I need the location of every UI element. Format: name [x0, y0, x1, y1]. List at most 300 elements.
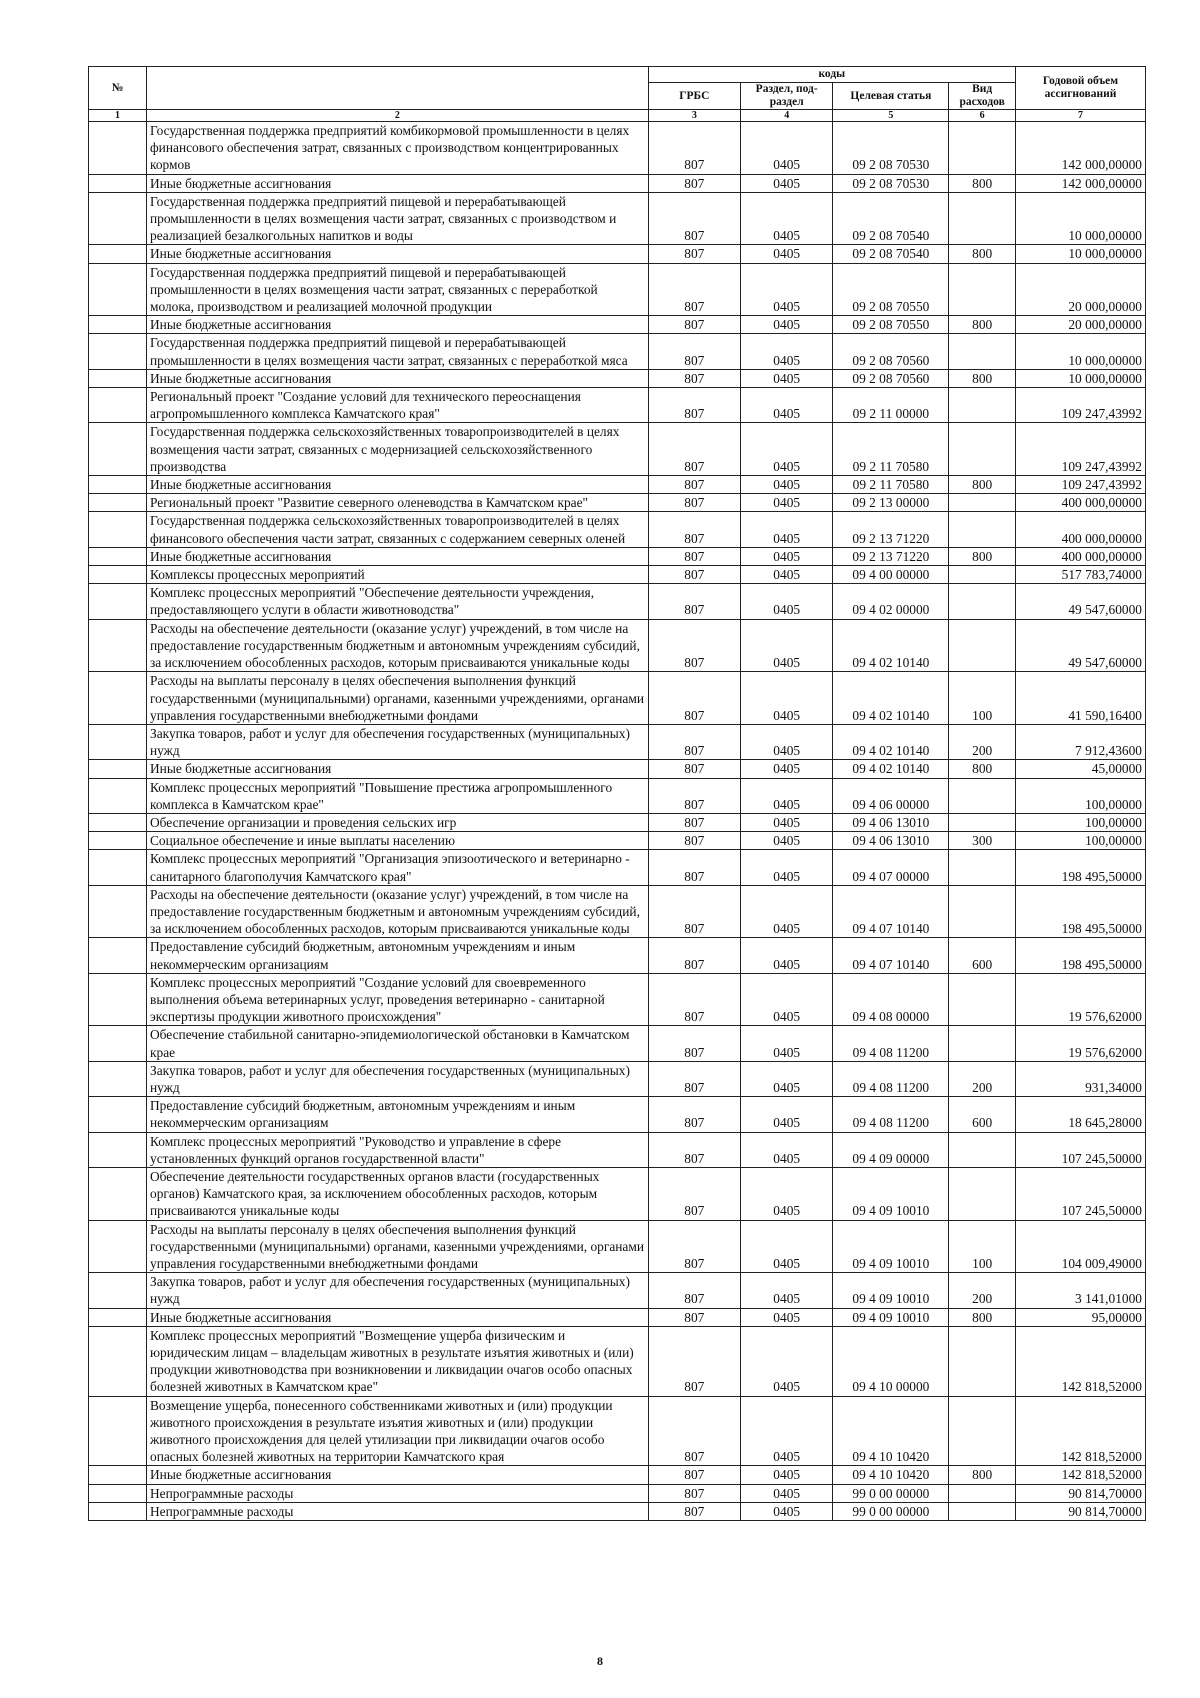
row-target-cell: 09 4 10 10420 [833, 1396, 949, 1466]
table-row [89, 619, 1146, 672]
row-section-cell: 0405 [741, 547, 833, 565]
row-section-cell: 0405 [741, 245, 833, 263]
row-name-cell: Расходы на обеспечение деятельности (оказание услуг) учреждений, в том числе на предоставление государственным бюджетным и автономным учреждениям субсидий, за исключением обособленных расходов, которым присваиваются уникальные коды [147, 885, 649, 938]
row-target-cell: 09 2 11 70580 [833, 476, 949, 494]
row-number-cell [89, 672, 147, 725]
table-row [89, 938, 1146, 973]
row-name-cell: Комплекс процессных мероприятий "Обеспечение деятельности учреждения, предоставляющего услуги в области животноводства" [147, 584, 649, 619]
row-grbs-cell: 807 [648, 192, 740, 245]
row-amount-cell: 517 783,74000 [1015, 566, 1145, 584]
row-exp-type-cell [949, 885, 1016, 938]
table-row [89, 192, 1146, 245]
table-row [89, 1466, 1146, 1484]
row-section-cell: 0405 [741, 1396, 833, 1466]
table-row [89, 512, 1146, 547]
row-section-cell: 0405 [741, 174, 833, 192]
table-row [89, 1061, 1146, 1096]
row-number-cell [89, 885, 147, 938]
table-row [89, 1097, 1146, 1132]
table-row [89, 566, 1146, 584]
row-name-cell: Комплекс процессных мероприятий "Создание условий для своевременного выполнения объема ветеринарных услуг, проведения ветеринарно - санитарной экспертизы продукции животного происхождения" [147, 973, 649, 1026]
row-grbs-cell: 807 [648, 584, 740, 619]
row-grbs-cell: 807 [648, 973, 740, 1026]
row-target-cell: 09 2 11 70580 [833, 423, 949, 476]
row-grbs-cell: 807 [648, 885, 740, 938]
row-section-cell: 0405 [741, 1326, 833, 1396]
row-name-cell: Предоставление субсидий бюджетным, автономным учреждениям и иным некоммерческим организациям [147, 1097, 649, 1132]
row-number-cell [89, 263, 147, 316]
row-name-cell: Государственная поддержка предприятий пищевой и перерабатывающей промышленности в целях возмещения части затрат, связанных с производством и реализацией безалкогольных напитков и воды [147, 192, 649, 245]
table-row [89, 388, 1146, 423]
row-exp-type-cell [949, 584, 1016, 619]
row-target-cell: 09 2 08 70530 [833, 122, 949, 175]
row-exp-type-cell [949, 619, 1016, 672]
table-row [89, 672, 1146, 725]
row-number-cell [89, 619, 147, 672]
row-section-cell: 0405 [741, 316, 833, 334]
row-amount-cell: 107 245,50000 [1015, 1132, 1145, 1167]
row-grbs-cell: 807 [648, 1220, 740, 1273]
row-name-cell: Комплекс процессных мероприятий "Руководство и управление в сфере установленных функций органов государственной власти" [147, 1132, 649, 1167]
row-name-cell: Иные бюджетные ассигнования [147, 1308, 649, 1326]
row-number-cell [89, 778, 147, 813]
table-row [89, 1308, 1146, 1326]
row-exp-type-cell [949, 566, 1016, 584]
row-exp-type-cell: 200 [949, 1061, 1016, 1096]
row-amount-cell: 49 547,60000 [1015, 584, 1145, 619]
row-exp-type-cell: 800 [949, 547, 1016, 565]
row-section-cell: 0405 [741, 832, 833, 850]
row-number-cell [89, 973, 147, 1026]
row-exp-type-cell: 100 [949, 1220, 1016, 1273]
row-number-cell [89, 1308, 147, 1326]
row-exp-type-cell [949, 973, 1016, 1026]
row-number-cell [89, 174, 147, 192]
row-exp-type-cell [949, 263, 1016, 316]
row-target-cell: 09 4 02 00000 [833, 584, 949, 619]
table-row [89, 724, 1146, 759]
row-number-cell [89, 423, 147, 476]
row-grbs-cell: 807 [648, 388, 740, 423]
row-section-cell: 0405 [741, 1026, 833, 1061]
row-number-cell [89, 494, 147, 512]
row-amount-cell: 10 000,00000 [1015, 245, 1145, 263]
table-row [89, 973, 1146, 1026]
row-number-cell [89, 938, 147, 973]
row-number-cell [89, 1502, 147, 1520]
row-name-cell: Иные бюджетные ассигнования [147, 174, 649, 192]
row-name-cell: Обеспечение деятельности государственных органов власти (государственных органов) Камчатского края, за исключением обособленных расходов, которым присваиваются уникальные коды [147, 1167, 649, 1220]
row-target-cell: 09 4 10 10420 [833, 1466, 949, 1484]
row-target-cell: 09 2 08 70530 [833, 174, 949, 192]
row-exp-type-cell [949, 1132, 1016, 1167]
row-exp-type-cell: 800 [949, 316, 1016, 334]
table-row [89, 1026, 1146, 1061]
row-target-cell: 09 4 06 13010 [833, 813, 949, 831]
row-section-cell: 0405 [741, 724, 833, 759]
row-amount-cell: 198 495,50000 [1015, 938, 1145, 973]
row-exp-type-cell: 600 [949, 1097, 1016, 1132]
row-name-cell: Иные бюджетные ассигнования [147, 316, 649, 334]
index-cell: 5 [833, 110, 949, 122]
table-row [89, 813, 1146, 831]
row-grbs-cell: 807 [648, 1466, 740, 1484]
row-number-cell [89, 1061, 147, 1096]
row-exp-type-cell: 200 [949, 1273, 1016, 1308]
row-name-cell: Государственная поддержка предприятий комбикормовой промышленности в целях финансового обеспечения затрат, связанных с производством концентрированных кормов [147, 122, 649, 175]
row-name-cell: Закупка товаров, работ и услуг для обеспечения государственных (муниципальных) нужд [147, 1061, 649, 1096]
row-exp-type-cell [949, 388, 1016, 423]
row-amount-cell: 400 000,00000 [1015, 494, 1145, 512]
row-number-cell [89, 1220, 147, 1273]
row-target-cell: 99 0 00 00000 [833, 1484, 949, 1502]
row-exp-type-cell [949, 1326, 1016, 1396]
row-section-cell: 0405 [741, 1167, 833, 1220]
row-target-cell: 09 4 08 00000 [833, 973, 949, 1026]
row-grbs-cell: 807 [648, 476, 740, 494]
row-target-cell: 99 0 00 00000 [833, 1502, 949, 1520]
row-section-cell: 0405 [741, 778, 833, 813]
row-name-cell: Иные бюджетные ассигнования [147, 369, 649, 387]
row-section-cell: 0405 [741, 672, 833, 725]
row-name-cell: Обеспечение организации и проведения сельских игр [147, 813, 649, 831]
row-target-cell: 09 4 08 11200 [833, 1097, 949, 1132]
row-section-cell: 0405 [741, 1061, 833, 1096]
row-grbs-cell: 807 [648, 1061, 740, 1096]
row-grbs-cell: 807 [648, 760, 740, 778]
row-section-cell: 0405 [741, 1132, 833, 1167]
header-target: Целевая статья [833, 83, 949, 110]
row-grbs-cell: 807 [648, 316, 740, 334]
table-row [89, 1220, 1146, 1273]
table-row [89, 423, 1146, 476]
row-target-cell: 09 4 09 10010 [833, 1167, 949, 1220]
row-target-cell: 09 2 13 71220 [833, 547, 949, 565]
row-amount-cell: 100,00000 [1015, 813, 1145, 831]
row-section-cell: 0405 [741, 566, 833, 584]
row-target-cell: 09 2 08 70560 [833, 369, 949, 387]
row-exp-type-cell: 800 [949, 369, 1016, 387]
row-grbs-cell: 807 [648, 1396, 740, 1466]
row-name-cell: Региональный проект "Развитие северного оленеводства в Камчатском крае" [147, 494, 649, 512]
header-grbs: ГРБС [648, 83, 740, 110]
header-section: Раздел, под-раздел [741, 83, 833, 110]
row-target-cell: 09 2 08 70550 [833, 263, 949, 316]
row-exp-type-cell: 800 [949, 1466, 1016, 1484]
row-number-cell [89, 1167, 147, 1220]
row-amount-cell: 142 000,00000 [1015, 174, 1145, 192]
row-section-cell: 0405 [741, 423, 833, 476]
row-grbs-cell: 807 [648, 1167, 740, 1220]
table-row [89, 850, 1146, 885]
row-section-cell: 0405 [741, 388, 833, 423]
row-number-cell [89, 547, 147, 565]
row-section-cell: 0405 [741, 1220, 833, 1273]
row-exp-type-cell: 800 [949, 174, 1016, 192]
row-name-cell: Закупка товаров, работ и услуг для обеспечения государственных (муниципальных) нужд [147, 724, 649, 759]
row-target-cell: 09 4 00 00000 [833, 566, 949, 584]
row-grbs-cell: 807 [648, 547, 740, 565]
row-amount-cell: 400 000,00000 [1015, 512, 1145, 547]
table-row [89, 1273, 1146, 1308]
row-section-cell: 0405 [741, 584, 833, 619]
row-amount-cell: 142 818,52000 [1015, 1326, 1145, 1396]
row-name-cell: Комплекс процессных мероприятий "Возмещение ущерба физическим и юридическим лицам – владельцам животных в результате изъятия животных и (или) продукции животноводства при возникновении и ликвидации очагов особо опасных болезней животных в Камчатском крае" [147, 1326, 649, 1396]
row-name-cell: Расходы на обеспечение деятельности (оказание услуг) учреждений, в том числе на предоставление государственным бюджетным и автономным учреждениям субсидий, за исключением обособленных расходов, которым присваиваются уникальные коды [147, 619, 649, 672]
index-cell: 2 [147, 110, 649, 122]
table-row [89, 494, 1146, 512]
row-amount-cell: 7 912,43600 [1015, 724, 1145, 759]
row-target-cell: 09 2 08 70540 [833, 245, 949, 263]
row-number-cell [89, 1396, 147, 1466]
row-section-cell: 0405 [741, 494, 833, 512]
header-name [147, 67, 649, 110]
row-name-cell: Возмещение ущерба, понесенного собственниками животных и (или) продукции животного происхождения в результате изъятия животных и (или) продукции животного происхождения для целей утилизации при ликвидации очагов особо опасных болезней животных на территории Камчатского края [147, 1396, 649, 1466]
row-exp-type-cell [949, 778, 1016, 813]
index-cell: 1 [89, 110, 147, 122]
table-row [89, 547, 1146, 565]
row-number-cell [89, 512, 147, 547]
row-name-cell: Комплексы процессных мероприятий [147, 566, 649, 584]
row-amount-cell: 107 245,50000 [1015, 1167, 1145, 1220]
row-section-cell: 0405 [741, 122, 833, 175]
table-row [89, 832, 1146, 850]
row-section-cell: 0405 [741, 850, 833, 885]
row-section-cell: 0405 [741, 1502, 833, 1520]
row-target-cell: 09 4 06 00000 [833, 778, 949, 813]
header-exp-type: Вид расходов [949, 83, 1016, 110]
row-section-cell: 0405 [741, 813, 833, 831]
row-name-cell: Иные бюджетные ассигнования [147, 245, 649, 263]
row-exp-type-cell [949, 1026, 1016, 1061]
row-number-cell [89, 1326, 147, 1396]
row-section-cell: 0405 [741, 885, 833, 938]
row-section-cell: 0405 [741, 1308, 833, 1326]
row-amount-cell: 19 576,62000 [1015, 973, 1145, 1026]
row-grbs-cell: 807 [648, 938, 740, 973]
row-name-cell: Государственная поддержка сельскохозяйственных товаропроизводителей в целях возмещения части затрат, связанных с модернизацией сельскохозяйственного производства [147, 423, 649, 476]
row-exp-type-cell [949, 1502, 1016, 1520]
row-amount-cell: 142 000,00000 [1015, 122, 1145, 175]
row-section-cell: 0405 [741, 760, 833, 778]
row-amount-cell: 20 000,00000 [1015, 316, 1145, 334]
row-grbs-cell: 807 [648, 1308, 740, 1326]
row-target-cell: 09 2 13 71220 [833, 512, 949, 547]
row-grbs-cell: 807 [648, 1132, 740, 1167]
row-amount-cell: 142 818,52000 [1015, 1396, 1145, 1466]
row-section-cell: 0405 [741, 1097, 833, 1132]
row-grbs-cell: 807 [648, 1097, 740, 1132]
budget-page [88, 66, 1146, 1521]
row-number-cell [89, 388, 147, 423]
row-section-cell: 0405 [741, 263, 833, 316]
row-amount-cell: 109 247,43992 [1015, 476, 1145, 494]
row-name-cell: Государственная поддержка сельскохозяйственных товаропроизводителей в целях финансового обеспечения части затрат, связанных с содержанием северных оленей [147, 512, 649, 547]
row-grbs-cell: 807 [648, 512, 740, 547]
row-target-cell: 09 2 13 00000 [833, 494, 949, 512]
row-target-cell: 09 4 09 10010 [833, 1220, 949, 1273]
row-amount-cell: 90 814,70000 [1015, 1502, 1145, 1520]
row-section-cell: 0405 [741, 334, 833, 369]
table-row [89, 885, 1146, 938]
row-grbs-cell: 807 [648, 1273, 740, 1308]
row-target-cell: 09 2 08 70550 [833, 316, 949, 334]
budget-table [88, 66, 1146, 1521]
row-target-cell: 09 4 08 11200 [833, 1061, 949, 1096]
row-exp-type-cell [949, 122, 1016, 175]
row-number-cell [89, 1132, 147, 1167]
row-amount-cell: 100,00000 [1015, 832, 1145, 850]
table-row [89, 1502, 1146, 1520]
table-row [89, 1167, 1146, 1220]
header-annual: Годовой объем ассигнований [1015, 67, 1145, 110]
row-amount-cell: 100,00000 [1015, 778, 1145, 813]
row-target-cell: 09 4 10 00000 [833, 1326, 949, 1396]
row-amount-cell: 3 141,01000 [1015, 1273, 1145, 1308]
row-amount-cell: 109 247,43992 [1015, 388, 1145, 423]
header-index-row [89, 110, 1146, 122]
row-amount-cell: 198 495,50000 [1015, 850, 1145, 885]
row-amount-cell: 198 495,50000 [1015, 885, 1145, 938]
row-target-cell: 09 4 02 10140 [833, 619, 949, 672]
row-section-cell: 0405 [741, 973, 833, 1026]
row-exp-type-cell: 800 [949, 245, 1016, 263]
table-row [89, 1132, 1146, 1167]
header-num: № [89, 67, 147, 110]
row-name-cell: Комплекс процессных мероприятий "Повышение престижа агропромышленного комплекса в Камчатском крае" [147, 778, 649, 813]
row-grbs-cell: 807 [648, 174, 740, 192]
row-amount-cell: 45,00000 [1015, 760, 1145, 778]
row-grbs-cell: 807 [648, 813, 740, 831]
row-target-cell: 09 4 07 10140 [833, 885, 949, 938]
row-exp-type-cell [949, 1167, 1016, 1220]
row-target-cell: 09 4 02 10140 [833, 760, 949, 778]
row-grbs-cell: 807 [648, 494, 740, 512]
row-name-cell: Предоставление субсидий бюджетным, автономным учреждениям и иным некоммерческим организациям [147, 938, 649, 973]
row-exp-type-cell [949, 1484, 1016, 1502]
row-grbs-cell: 807 [648, 1026, 740, 1061]
row-section-cell: 0405 [741, 369, 833, 387]
row-name-cell: Социальное обеспечение и иные выплаты населению [147, 832, 649, 850]
row-name-cell: Иные бюджетные ассигнования [147, 547, 649, 565]
row-section-cell: 0405 [741, 938, 833, 973]
row-grbs-cell: 807 [648, 263, 740, 316]
table-row [89, 174, 1146, 192]
row-amount-cell: 18 645,28000 [1015, 1097, 1145, 1132]
row-name-cell: Государственная поддержка предприятий пищевой и перерабатывающей промышленности в целях возмещения части затрат, связанных с переработкой молока, производством и реализацией молочной продукции [147, 263, 649, 316]
row-exp-type-cell: 800 [949, 760, 1016, 778]
row-number-cell [89, 1097, 147, 1132]
row-grbs-cell: 807 [648, 122, 740, 175]
row-name-cell: Обеспечение стабильной санитарно-эпидемиологической обстановки в Камчатском крае [147, 1026, 649, 1061]
table-body [89, 122, 1146, 1521]
row-number-cell [89, 584, 147, 619]
row-amount-cell: 19 576,62000 [1015, 1026, 1145, 1061]
row-section-cell: 0405 [741, 619, 833, 672]
row-number-cell [89, 245, 147, 263]
row-name-cell: Непрограммные расходы [147, 1502, 649, 1520]
row-amount-cell: 10 000,00000 [1015, 334, 1145, 369]
row-amount-cell: 10 000,00000 [1015, 369, 1145, 387]
row-amount-cell: 109 247,43992 [1015, 423, 1145, 476]
row-amount-cell: 20 000,00000 [1015, 263, 1145, 316]
table-row [89, 1396, 1146, 1466]
index-cell: 6 [949, 110, 1016, 122]
row-target-cell: 09 2 08 70540 [833, 192, 949, 245]
row-grbs-cell: 807 [648, 423, 740, 476]
row-exp-type-cell [949, 1396, 1016, 1466]
table-row [89, 1484, 1146, 1502]
table-row [89, 245, 1146, 263]
row-grbs-cell: 807 [648, 1326, 740, 1396]
row-exp-type-cell: 800 [949, 476, 1016, 494]
row-grbs-cell: 807 [648, 245, 740, 263]
row-amount-cell: 49 547,60000 [1015, 619, 1145, 672]
row-target-cell: 09 4 09 10010 [833, 1308, 949, 1326]
row-amount-cell: 90 814,70000 [1015, 1484, 1145, 1502]
row-name-cell: Непрограммные расходы [147, 1484, 649, 1502]
row-grbs-cell: 807 [648, 1502, 740, 1520]
table-row [89, 122, 1146, 175]
row-name-cell: Региональный проект "Создание условий для технического переоснащения агропромышленного комплекса Камчатского края" [147, 388, 649, 423]
row-grbs-cell: 807 [648, 724, 740, 759]
row-amount-cell: 104 009,49000 [1015, 1220, 1145, 1273]
row-target-cell: 09 4 09 10010 [833, 1273, 949, 1308]
row-exp-type-cell [949, 850, 1016, 885]
row-section-cell: 0405 [741, 192, 833, 245]
row-section-cell: 0405 [741, 1466, 833, 1484]
row-target-cell: 09 4 02 10140 [833, 672, 949, 725]
row-exp-type-cell: 100 [949, 672, 1016, 725]
row-number-cell [89, 760, 147, 778]
row-amount-cell: 41 590,16400 [1015, 672, 1145, 725]
row-amount-cell: 400 000,00000 [1015, 547, 1145, 565]
row-grbs-cell: 807 [648, 832, 740, 850]
row-amount-cell: 95,00000 [1015, 1308, 1145, 1326]
row-section-cell: 0405 [741, 512, 833, 547]
row-exp-type-cell [949, 512, 1016, 547]
row-amount-cell: 10 000,00000 [1015, 192, 1145, 245]
row-exp-type-cell: 200 [949, 724, 1016, 759]
row-name-cell: Иные бюджетные ассигнования [147, 760, 649, 778]
row-number-cell [89, 476, 147, 494]
row-target-cell: 09 4 08 11200 [833, 1026, 949, 1061]
row-name-cell: Иные бюджетные ассигнования [147, 476, 649, 494]
row-amount-cell: 142 818,52000 [1015, 1466, 1145, 1484]
row-grbs-cell: 807 [648, 672, 740, 725]
row-number-cell [89, 316, 147, 334]
table-row [89, 1326, 1146, 1396]
row-number-cell [89, 724, 147, 759]
row-number-cell [89, 832, 147, 850]
row-number-cell [89, 1026, 147, 1061]
table-row [89, 760, 1146, 778]
row-target-cell: 09 4 07 00000 [833, 850, 949, 885]
row-exp-type-cell: 800 [949, 1308, 1016, 1326]
row-name-cell: Расходы на выплаты персоналу в целях обеспечения выполнения функций государственными (муниципальными) органами, казенными учреждениями, органами управления государственными внебюджетными фондами [147, 672, 649, 725]
row-section-cell: 0405 [741, 1273, 833, 1308]
row-grbs-cell: 807 [648, 850, 740, 885]
row-amount-cell: 931,34000 [1015, 1061, 1145, 1096]
row-number-cell [89, 122, 147, 175]
row-exp-type-cell [949, 423, 1016, 476]
row-exp-type-cell [949, 813, 1016, 831]
row-exp-type-cell [949, 192, 1016, 245]
row-number-cell [89, 1273, 147, 1308]
table-row [89, 316, 1146, 334]
row-name-cell: Закупка товаров, работ и услуг для обеспечения государственных (муниципальных) нужд [147, 1273, 649, 1308]
row-target-cell: 09 4 02 10140 [833, 724, 949, 759]
